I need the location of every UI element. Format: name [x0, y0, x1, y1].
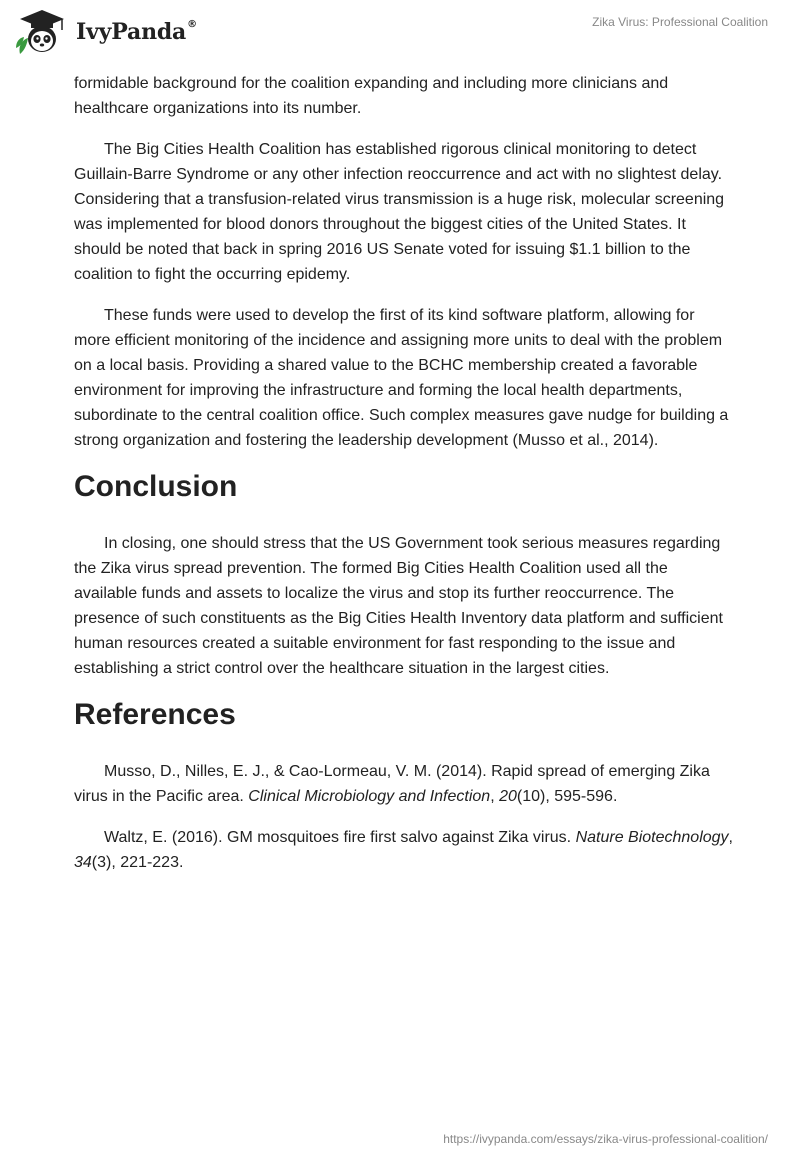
references-heading: References [74, 698, 236, 731]
paragraph-funds: These funds were used to develop the first of its kind software platform, allowing for more efficient monitoring of the incidence and assigning more units to deal with the problem on a local basis. Providing a shared value to the BCHC membership created a favorable environment for improving the infrastructure and forming the local health departments, subordinate to the central coalition office. Such complex measures gave nudge for building a strong organization and fostering the leadership development (Musso et al., 2014). [74, 307, 729, 449]
page-header [0, 0, 800, 70]
reference-volume: 20 [499, 788, 517, 805]
reference-journal: Nature Biotechnology [575, 829, 729, 846]
footer-source-url[interactable]: https://ivypanda.com/essays/zika-virus-professional-coalition/ [443, 1132, 768, 1146]
logo-wordmark: IvyPanda® [76, 18, 197, 45]
site-logo[interactable] [14, 8, 197, 56]
reference-item: Waltz, E. (2016). GM mosquitoes fire first salvo against Zika virus. Nature Biotechnology, 34(3), 221-223. [74, 829, 733, 871]
reference-volume: 34 [74, 854, 92, 871]
reference-item: Musso, D., Nilles, E. J., & Cao-Lormeau, V. M. (2014). Rapid spread of emerging Zika virus in the Pacific area. Clinical Microbiology and Infection, 20(10), 595-596. [74, 763, 710, 805]
panda-graduate-logo-icon [14, 8, 70, 56]
essay-content [74, 71, 734, 891]
paragraph-conclusion: In closing, one should stress that the US Government took serious measures regarding the Zika virus spread prevention. The formed Big Cities Health Coalition used all the available funds and assets to localize the virus and stop its further reoccurrence. The presence of such constituents as the Big Cities Health Inventory data platform and sufficient human resources created a suitable environment for fast responding to the issue and establishing a strict control over the healthcare situation in the largest cities. [74, 535, 723, 677]
conclusion-heading: Conclusion [74, 470, 238, 503]
running-title: Zika Virus: Professional Coalition [592, 15, 768, 29]
reference-journal: Clinical Microbiology and Infection [248, 788, 491, 805]
paragraph-monitoring: The Big Cities Health Coalition has established rigorous clinical monitoring to detect Guillain-Barre Syndrome or any other infection reoccurrence and act with no slightest delay. Considering that a transfusion-related virus transmission is a huge risk, molecular screening was implemented for blood donors throughout the biggest cities of the United States. It should be noted that back in spring 2016 US Senate voted for issuing $1.1 billion to the coalition to fight the occurring epidemy. [74, 141, 725, 283]
paragraph-continued: formidable background for the coalition expanding and including more clinicians and healthcare organizations into its number. [74, 75, 669, 117]
